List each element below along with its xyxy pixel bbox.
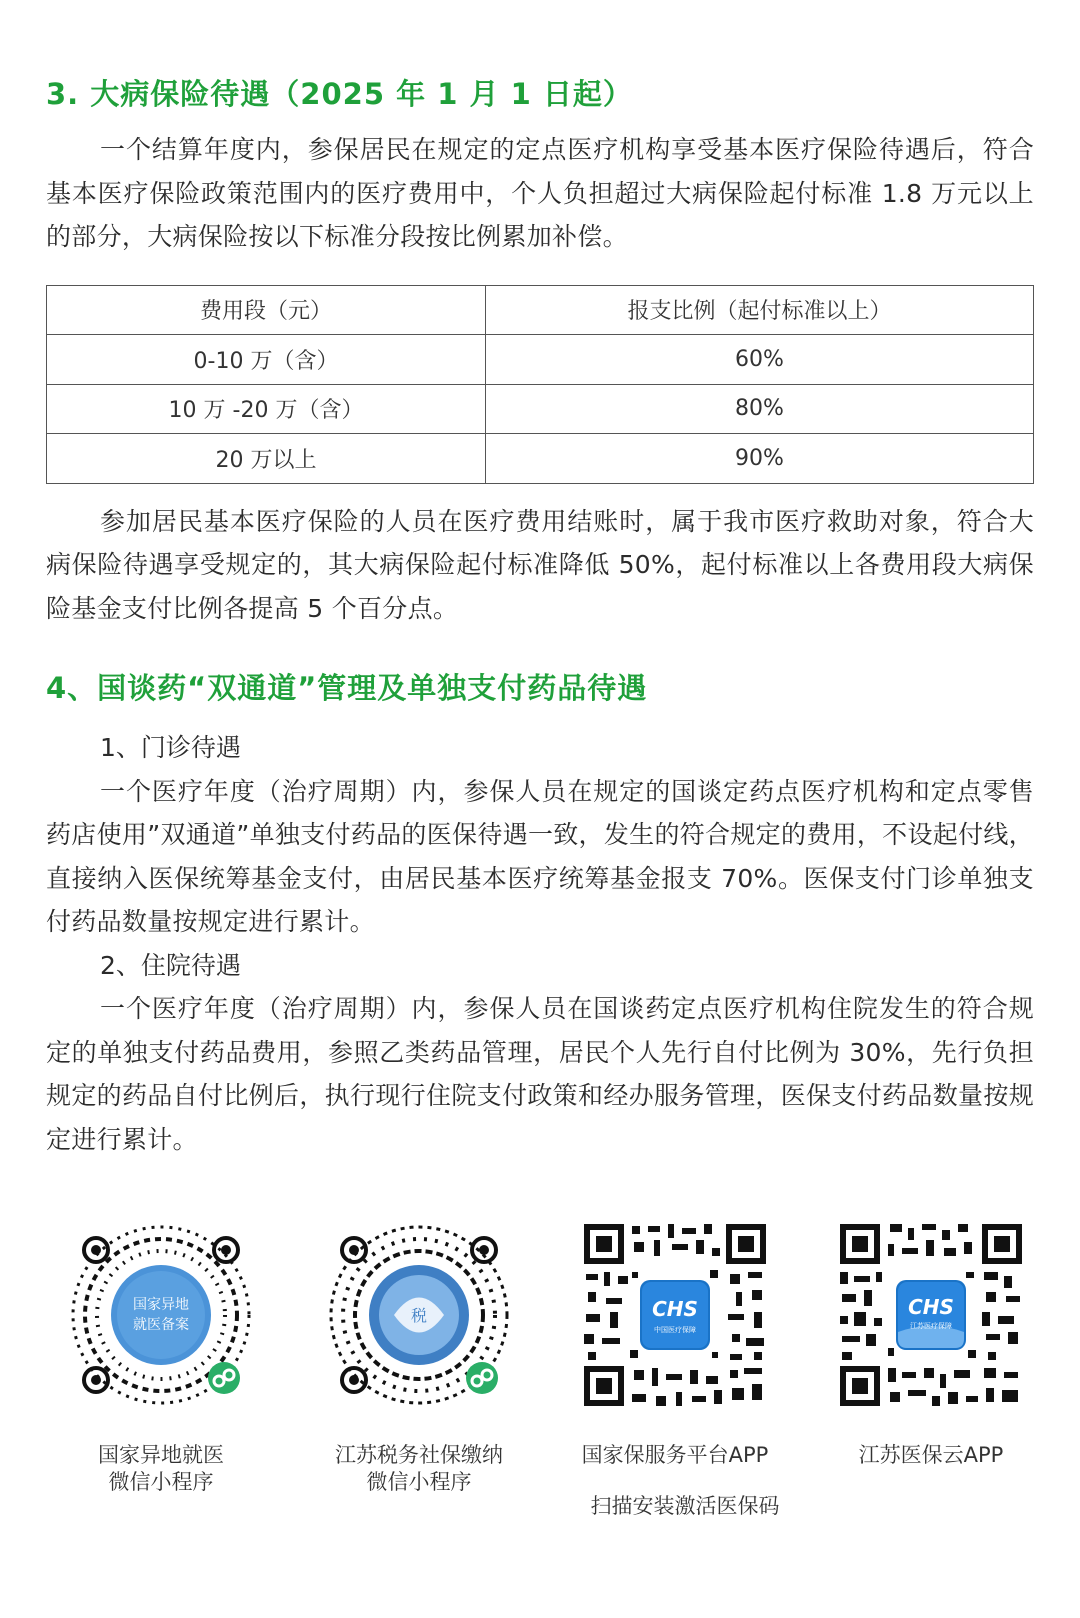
table-row	[47, 384, 1034, 434]
medical-aid-note: 参加居民基本医疗保险的人员在医疗费用结账时，属于我市医疗救助对象，符合大病保险待遇享受规定的，其大病保险起付标准降低 50%，起付标准以上各费用段大病保险基金支付比例各提高 5 个百分点。	[46, 506, 1034, 623]
badge-text-chs-sub: 中国医疗保障	[654, 1326, 696, 1334]
qr-caption	[560, 1442, 790, 1469]
table-cell-ratio: 60%	[486, 335, 1034, 385]
miniprogram-qr-icon[interactable]	[324, 1220, 514, 1410]
qr-caption-line1: 江苏税务社保缴纳	[335, 1443, 503, 1467]
qr-caption	[304, 1442, 534, 1496]
section-title-critical-illness: 3. 大病保险待遇（2025 年 1 月 1 日起）	[46, 77, 633, 111]
document-page	[46, 60, 1034, 1161]
dual-channel-body	[46, 726, 1034, 1161]
scan-install-caption: 扫描安装激活医保码	[590, 1494, 780, 1518]
table-row	[47, 335, 1034, 385]
badge-text-line1: 国家异地	[133, 1297, 189, 1313]
qr-caption-line2: 微信小程序	[366, 1470, 472, 1494]
qr-code-icon[interactable]	[580, 1220, 770, 1410]
table-row	[47, 434, 1034, 484]
table-cell-range: 10 万 -20 万（含）	[47, 384, 486, 434]
qr-code-icon[interactable]	[836, 1220, 1026, 1410]
qr-caption-line1: 江苏医保云APP	[858, 1443, 1004, 1467]
badge-text-tax: 税	[410, 1306, 428, 1325]
qr-caption	[46, 1442, 276, 1496]
badge-text-chs-sub: 江苏医疗保障	[910, 1322, 952, 1330]
qr-item-jiangsu-tax	[304, 1220, 534, 1496]
section-title-dual-channel: 4、国谈药“双通道”管理及单独支付药品待遇	[46, 671, 648, 705]
reimbursement-table	[46, 285, 1034, 484]
qr-caption-line1: 国家保服务平台APP	[581, 1443, 769, 1467]
badge-text-chs: CHS	[908, 1295, 954, 1319]
subheading-outpatient: 1、门诊待遇	[100, 733, 241, 762]
badge-text-chs: CHS	[652, 1297, 698, 1321]
qr-item-national-app	[560, 1220, 790, 1469]
qr-item-national-remote-care	[46, 1220, 276, 1496]
table-cell-ratio: 90%	[486, 434, 1034, 484]
qr-code-row	[46, 1220, 1034, 1520]
qr-caption-line1: 国家异地就医	[98, 1443, 224, 1467]
inpatient-paragraph: 一个医疗年度（治疗周期）内，参保人员在国谈药定点医疗机构住院发生的符合规定的单独支付药品费用，参照乙类药品管理，居民个人先行自付比例为 30%，先行负担规定的药品自付比例后，执行现行住院支付政策和经办服务管理，医保支付药品数量按规定进行累计。	[46, 994, 1034, 1154]
qr-item-jiangsu-app	[816, 1220, 1046, 1469]
table-cell-range: 20 万以上	[47, 434, 486, 484]
table-cell-range: 0-10 万（含）	[47, 335, 486, 385]
table-header-ratio: 报支比例（起付标准以上）	[486, 285, 1034, 335]
table-cell-ratio: 80%	[486, 384, 1034, 434]
critical-illness-intro: 一个结算年度内，参保居民在规定的定点医疗机构享受基本医疗保险待遇后，符合基本医疗保险政策范围内的医疗费用中，个人负担超过大病保险起付标准 1.8 万元以上的部分，大病保险按以下标准分段按比例累加补偿。	[46, 135, 1034, 251]
qr-caption	[816, 1442, 1046, 1469]
outpatient-paragraph: 一个医疗年度（治疗周期）内，参保人员在规定的国谈定药点医疗机构和定点零售药店使用”双通道”单独支付药品的医保待遇一致，发生的符合规定的费用，不设起付线，直接纳入医保统筹基金支付，由居民基本医疗统筹基金报支 70%。医保支付门诊单独支付药品数量按规定进行累计。	[46, 776, 1034, 936]
table-header-cost-range: 费用段（元）	[47, 285, 486, 335]
badge-text-line2: 就医备案	[133, 1317, 189, 1333]
subheading-inpatient: 2、住院待遇	[100, 950, 241, 980]
qr-caption-line2: 微信小程序	[108, 1470, 214, 1494]
miniprogram-qr-icon[interactable]	[66, 1220, 256, 1410]
table-header-row	[47, 285, 1034, 335]
